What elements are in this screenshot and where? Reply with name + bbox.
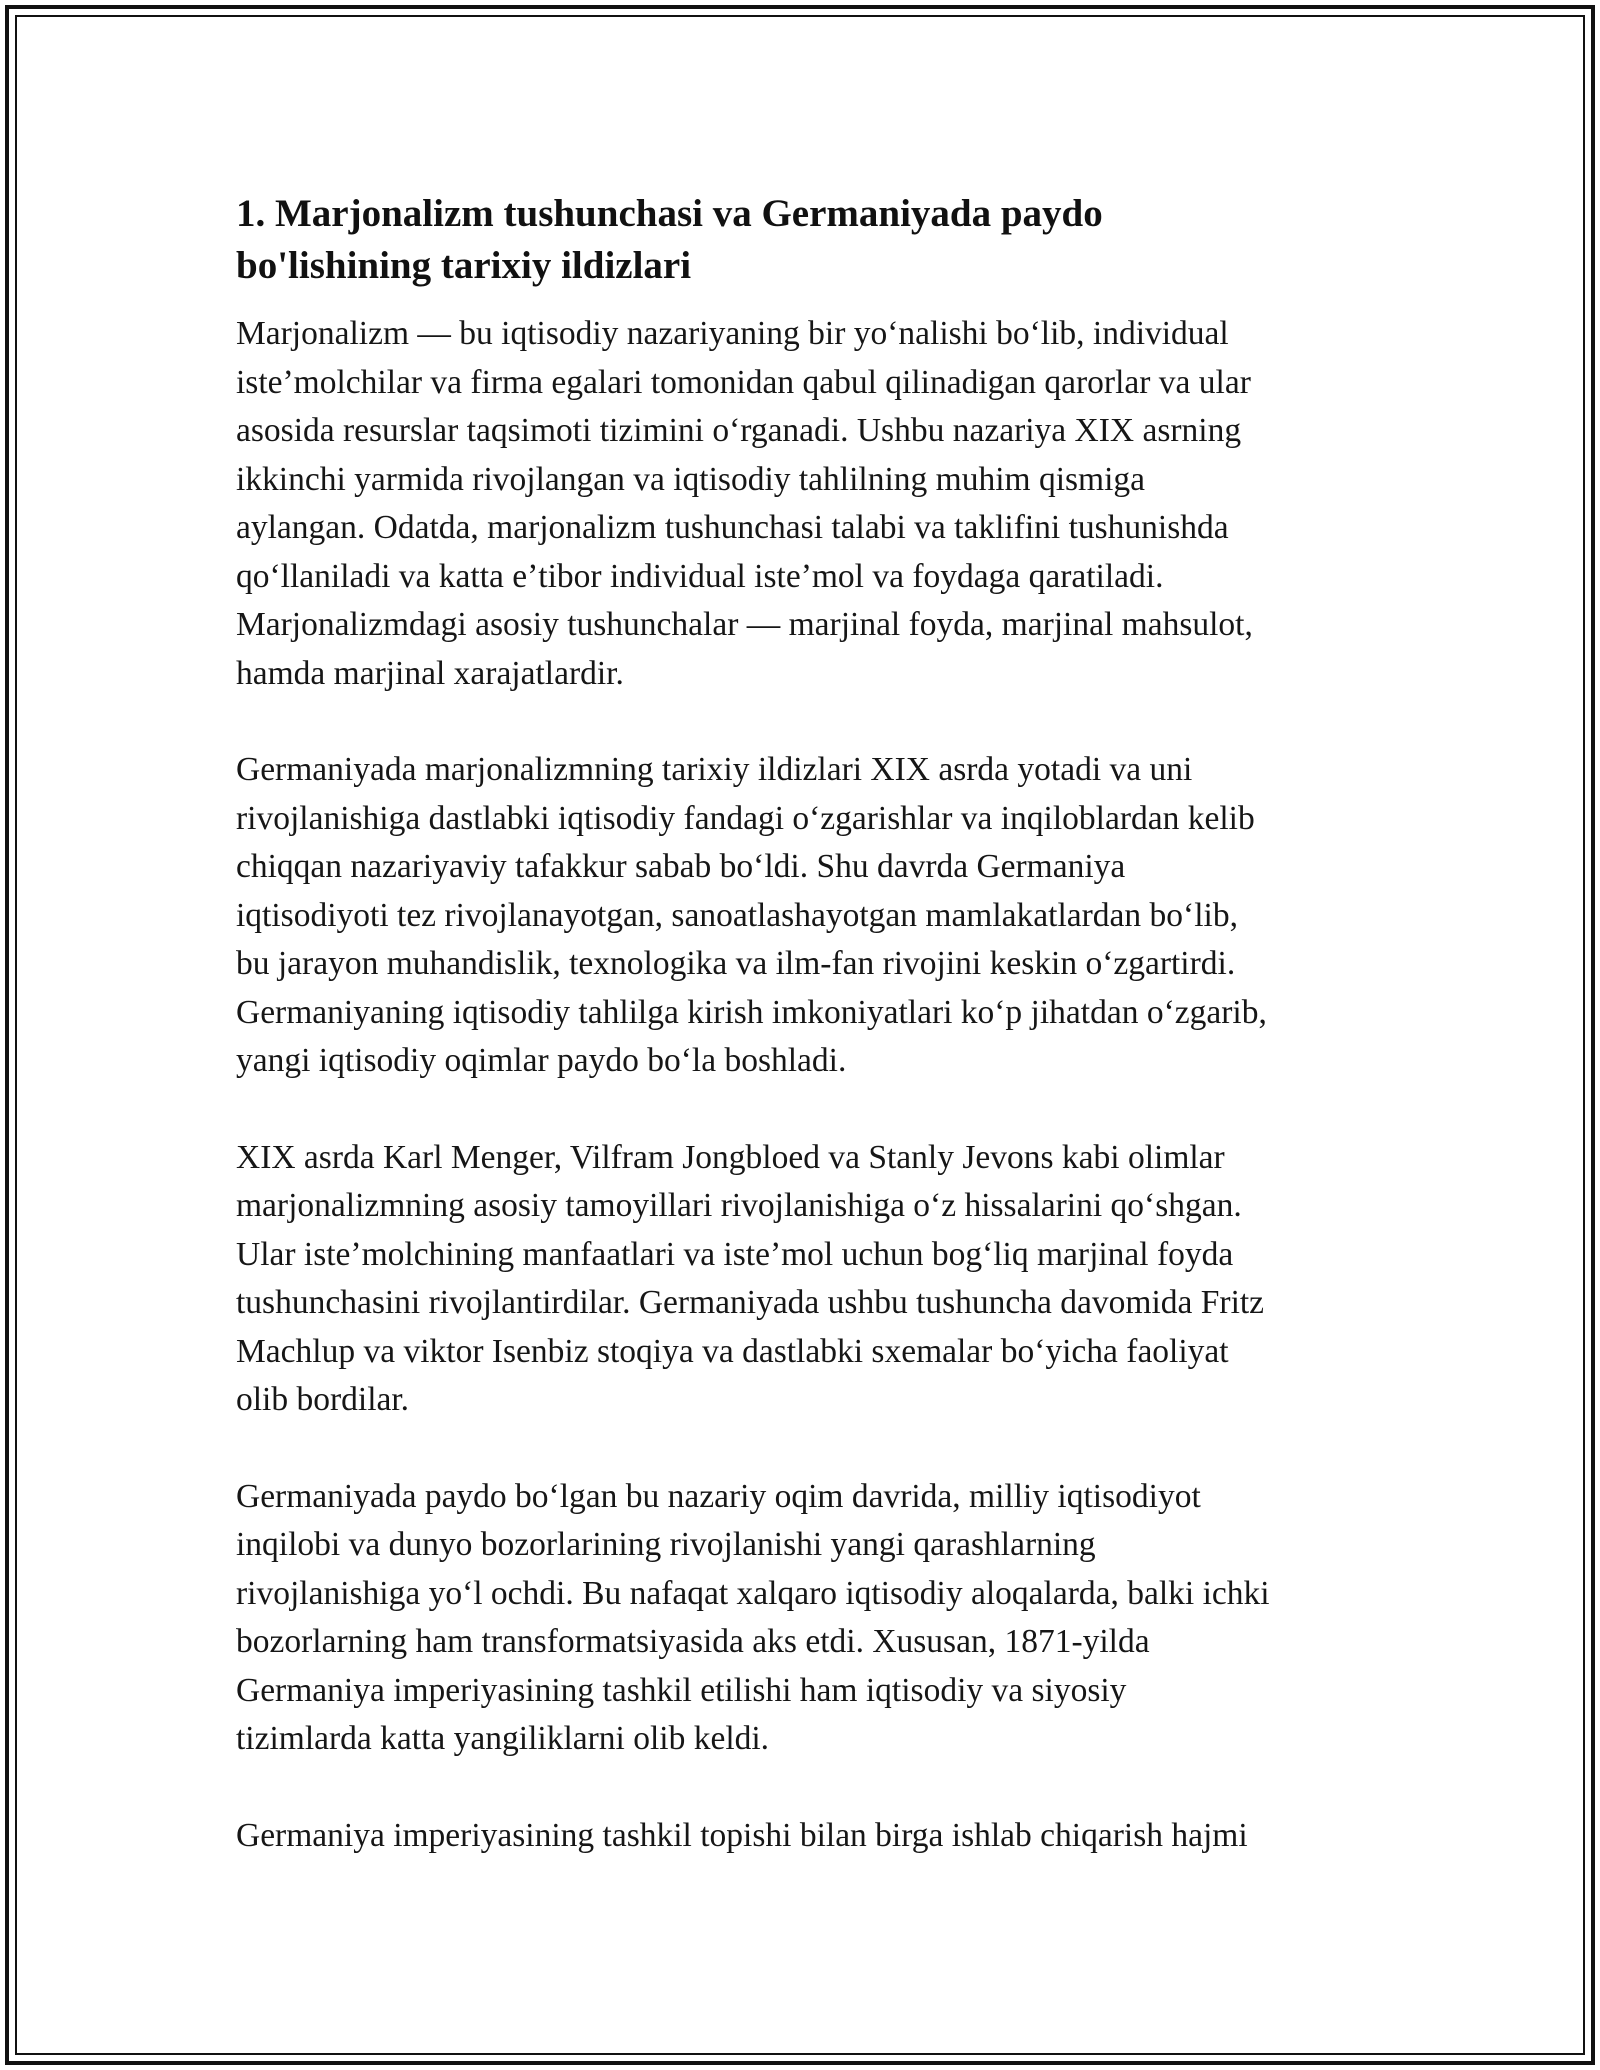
paragraph xyxy=(236,1134,1376,1425)
paragraph-line: XIX asrda Karl Menger, Vilfram Jongbloed va Stanly Jevons kabi olimlar xyxy=(236,1138,1225,1176)
paragraph-line: iqtisodiyoti tez rivojlanayotgan, sanoatlashayotgan mamlakatlardan boʻlib, xyxy=(236,896,1238,934)
paragraph-line: hamda marjinal xarajatlardir. xyxy=(236,654,624,692)
paragraph-line: Machlup va viktor Isenbiz stoqiya va dastlabki sxemalar boʻyicha faoliyat xyxy=(236,1332,1229,1370)
paragraph-line: ikkinchi yarmida rivojlangan va iqtisodiy tahlilning muhim qismiga xyxy=(236,460,1146,498)
paragraph-line: aylangan. Odatda, marjonalizm tushunchasi talabi va taklifini tushunishda xyxy=(236,509,1229,546)
paragraph xyxy=(236,746,1376,1086)
paragraph-line: isteʼmolchilar va firma egalari tomonidan qabul qilinadigan qarorlar va ular xyxy=(236,363,1251,401)
heading-line: 1. Marjonalizm tushunchasi va Germaniyada paydo xyxy=(236,192,1103,235)
paragraph-line: Germaniyaning iqtisodiy tahlilga kirish imkoniyatlari koʻp jihatdan oʻzgarib, xyxy=(236,993,1267,1031)
paragraph-line: Germaniyada paydo boʻlgan bu nazariy oqim davrida, milliy iqtisodiyot xyxy=(236,1477,1201,1515)
paragraph-line: rivojlanishiga yoʻl ochdi. Bu nafaqat xalqaro iqtisodiy aloqalarda, balki ichki xyxy=(236,1574,1270,1612)
paragraph-line: Germaniya imperiyasining tashkil etilishi ham iqtisodiy va siyosiy xyxy=(236,1671,1127,1709)
paragraph-line: Germaniyada marjonalizmning tarixiy ildizlari XIX asrda yotadi va uni xyxy=(236,751,1193,788)
paragraph-line: Marjonalizm — bu iqtisodiy nazariyaning bir yoʻnalishi boʻlib, individual xyxy=(236,315,1229,352)
paragraph-line: Marjonalizmdagi asosiy tushunchalar — marjinal foyda, marjinal mahsulot, xyxy=(236,606,1253,643)
paragraph-line: asosida resurslar taqsimoti tizimini oʻrganadi. Ushbu nazariya XIX asrning xyxy=(236,412,1242,449)
paragraph xyxy=(236,1812,1376,1861)
paragraph-line: inqilobi va dunyo bozorlarining rivojlanishi yangi qarashlarning xyxy=(236,1526,1096,1563)
heading-line: bo'lishining tarixiy ildizlari xyxy=(236,244,692,287)
paragraph-line: bu jarayon muhandislik, texnologika va ilm-fan rivojini keskin oʻzgartirdi. xyxy=(236,945,1236,982)
paragraphs-container xyxy=(236,310,1376,1860)
paragraph-line: tushunchasini rivojlantirdilar. Germaniyada ushbu tushuncha davomida Fritz xyxy=(236,1284,1265,1321)
paragraph-line: Germaniya imperiyasining tashkil topishi bilan birga ishlab chiqarish hajmi xyxy=(236,1816,1248,1854)
paragraph-line: bozorlarning ham transformatsiyasida aks etdi. Xususan, 1871-yilda xyxy=(236,1623,1150,1660)
paragraph-line: qoʻllaniladi va katta eʼtibor individual isteʼmol va foydaga qaratiladi. xyxy=(236,557,1164,595)
paragraph-line: olib bordilar. xyxy=(236,1381,410,1418)
section-heading xyxy=(236,188,1376,292)
paragraph-line: chiqqan nazariyaviy tafakkur sabab boʻldi. Shu davrda Germaniya xyxy=(236,848,1126,885)
paragraph xyxy=(236,1473,1376,1764)
paragraph-line: yangi iqtisodiy oqimlar paydo boʻla boshladi. xyxy=(236,1042,847,1079)
paragraph-line: Ular isteʼmolchining manfaatlari va isteʼmol uchun bogʻliq marjinal foyda xyxy=(236,1235,1234,1273)
document-body xyxy=(236,188,1376,1908)
paragraph-line: tizimlarda katta yangiliklarni olib keldi. xyxy=(236,1720,770,1757)
paragraph xyxy=(236,310,1376,698)
paragraph-line: rivojlanishiga dastlabki iqtisodiy fandagi oʻzgarishlar va inqiloblardan kelib xyxy=(236,799,1255,837)
paragraph-line: marjonalizmning asosiy tamoyillari rivojlanishiga oʻz hissalarini qoʻshgan. xyxy=(236,1187,1242,1224)
